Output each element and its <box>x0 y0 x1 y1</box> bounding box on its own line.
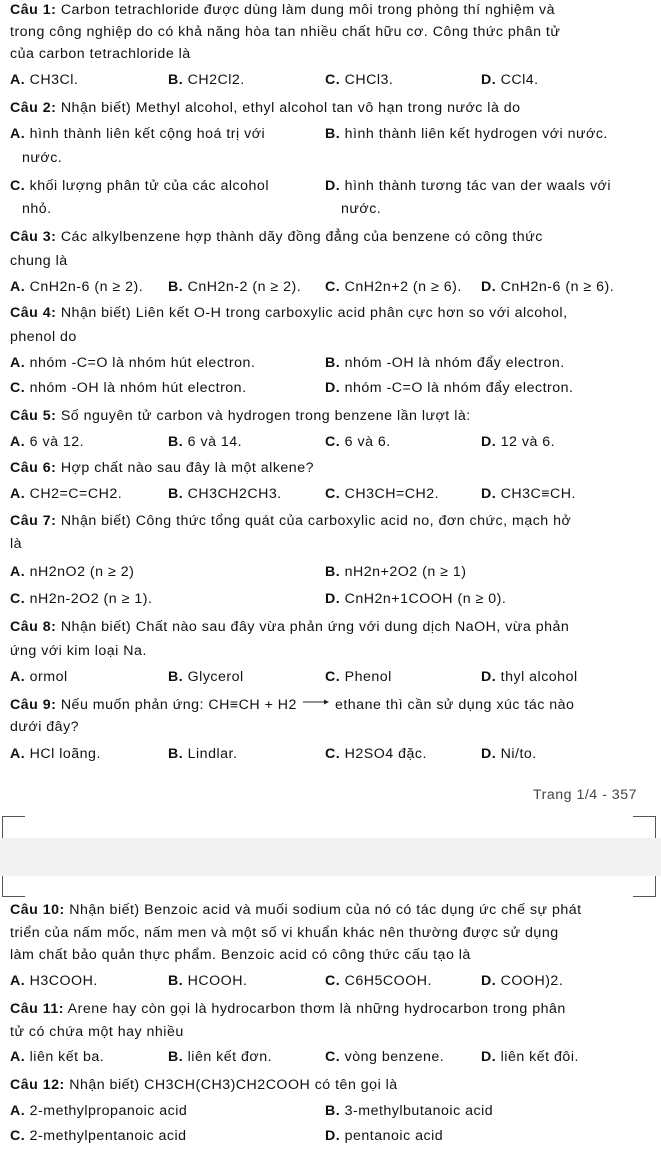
question-11-option-d[interactable]: D. liên kết đôi. <box>481 1049 579 1065</box>
question-6-option-c[interactable]: C. CH3CH=CH2. <box>325 486 440 502</box>
question-8-option-c[interactable]: C. Phenol <box>325 669 392 685</box>
question-10-line-1: Câu 10: Nhận biết) Benzoic acid và muối sodium của nó có tác dụng ức chế sự phát <box>10 902 582 918</box>
question-1-option-b[interactable]: B. CH2Cl2. <box>168 72 245 88</box>
question-7-option-c[interactable]: C. nH2n-2O2 (n ≥ 1). <box>10 591 153 607</box>
question-10-option-a[interactable]: A. H3COOH. <box>10 973 98 989</box>
question-4-option-d[interactable]: D. nhóm -C=O là nhóm đẩy electron. <box>325 380 574 396</box>
question-11-option-c[interactable]: C. vòng benzene. <box>325 1049 445 1065</box>
question-6-option-a[interactable]: A. CH2=C=CH2. <box>10 486 123 502</box>
question-5-option-b[interactable]: B. 6 và 14. <box>168 434 243 450</box>
question-2-option-d-cont: nước. <box>341 201 382 217</box>
question-12-option-d[interactable]: D. pentanoic acid <box>325 1128 444 1144</box>
crop-mark-icon <box>2 816 25 839</box>
question-2-option-d[interactable]: D. hình thành tương tác van der waals với <box>325 178 612 194</box>
question-12-option-c[interactable]: C. 2-methylpentanoic acid <box>10 1128 187 1144</box>
page-footer: Trang 1/4 - 357 <box>533 787 637 803</box>
question-11-line-1: Câu 11: Arene hay còn gọi là hydrocarbon thơm là những hydrocarbon trong phân <box>10 1001 566 1017</box>
question-5-option-c[interactable]: C. 6 và 6. <box>325 434 391 450</box>
question-7-line-2: là <box>10 536 23 552</box>
option-text: CCl4. <box>500 72 539 88</box>
question-4-option-c[interactable]: C. nhóm -OH là nhóm hút electron. <box>10 380 247 396</box>
question-8-option-b[interactable]: B. Glycerol <box>168 669 244 685</box>
question-1-line-2: trong công nghiệp do có khả năng hòa tan nhiều chất hữu cơ. Công thức phân tử <box>10 24 561 40</box>
question-4-option-a[interactable]: A. nhóm -C=O là nhóm hút electron. <box>10 355 256 371</box>
question-11-option-b[interactable]: B. liên kết đơn. <box>168 1049 273 1065</box>
question-10-line-3: làm chất bảo quản thực phẩm. Benzoic acid có công thức cấu tạo là <box>10 947 471 963</box>
exam-page-2 <box>0 876 661 1154</box>
question-5-stem: Câu 5: Số nguyên tử carbon và hydrogen trong benzene lần lượt là: <box>10 408 471 424</box>
question-9-option-c[interactable]: C. H2SO4 đặc. <box>325 746 427 762</box>
question-9-line-1: Câu 9: Nếu muốn phản ứng: CH≡CH + H2 ethane thì cần sử dụng xúc tác nào <box>10 697 575 713</box>
question-3-line-1: Câu 3: Các alkylbenzene hợp thành dãy đồng đẳng của benzene có công thức <box>10 229 543 245</box>
page-separator <box>0 838 661 876</box>
question-10-option-d[interactable]: D. COOH)2. <box>481 973 564 989</box>
question-1-option-d[interactable]: D. CCl4. <box>481 72 539 88</box>
question-3-option-b[interactable]: B. CnH2n-2 (n ≥ 2). <box>168 279 302 295</box>
question-2-option-b[interactable]: B. hình thành liên kết hydrogen với nước. <box>325 126 608 142</box>
question-11-option-a[interactable]: A. liên kết ba. <box>10 1049 105 1065</box>
question-2-stem: Câu 2: Nhận biết) Methyl alcohol, ethyl alcohol tan vô hạn trong nước là do <box>10 100 521 116</box>
question-7-option-b[interactable]: B. nH2n+2O2 (n ≥ 1) <box>325 564 467 580</box>
question-6-option-b[interactable]: B. CH3CH2CH3. <box>168 486 282 502</box>
question-8-option-a[interactable]: A. ormol <box>10 669 68 685</box>
question-3-option-c[interactable]: C. CnH2n+2 (n ≥ 6). <box>325 279 462 295</box>
crop-mark-icon <box>633 816 656 839</box>
question-12-option-a[interactable]: A. 2-methylpropanoic acid <box>10 1103 188 1119</box>
question-1-line-3: của carbon tetrachloride là <box>10 46 191 62</box>
question-7-option-d[interactable]: D. CnH2n+1COOH (n ≥ 0). <box>325 591 507 607</box>
question-12-stem: Câu 12: Nhận biết) CH3CH(CH3)CH2COOH có tên gọi là <box>10 1077 398 1093</box>
question-9-option-b[interactable]: B. Lindlar. <box>168 746 238 762</box>
question-3-line-2: chung là <box>10 253 68 269</box>
question-9-option-d[interactable]: D. Ni/to. <box>481 746 537 762</box>
question-8-option-d[interactable]: D. thyl alcohol <box>481 669 578 685</box>
crop-mark-icon <box>2 876 25 897</box>
question-5-option-a[interactable]: A. 6 và 12. <box>10 434 85 450</box>
question-3-option-a[interactable]: A. CnH2n-6 (n ≥ 2). <box>10 279 144 295</box>
question-10-line-2: triển của nấm mốc, nấm men và một số vi khuẩn khác nên thường được sử dụng <box>10 925 559 941</box>
question-3-option-d[interactable]: D. CnH2n-6 (n ≥ 6). <box>481 279 615 295</box>
option-text: CHCl3. <box>344 72 394 88</box>
question-12-option-b[interactable]: B. 3-methylbutanoic acid <box>325 1103 494 1119</box>
question-1-option-c[interactable]: C. CHCl3. <box>325 72 394 88</box>
question-1-option-a[interactable]: A. CH3Cl. <box>10 72 79 88</box>
question-4-line-1: Câu 4: Nhận biết) Liên kết O-H trong carboxylic acid phân cực hơn so với alcohol, <box>10 305 568 321</box>
crop-mark-icon <box>633 876 656 897</box>
question-7-line-1: Câu 7: Nhận biết) Công thức tổng quát của carboxylic acid no, đơn chức, mạch hở <box>10 513 572 529</box>
question-2-option-a-cont: nước. <box>22 150 63 166</box>
option-text: CH3Cl. <box>29 72 79 88</box>
question-9-option-a[interactable]: A. HCl loãng. <box>10 746 101 762</box>
question-2-option-c[interactable]: C. khối lượng phân tử của các alcohol <box>10 178 269 194</box>
question-6-option-d[interactable]: D. CH3C≡CH. <box>481 486 576 502</box>
question-6-stem: Câu 6: Hợp chất nào sau đây là một alkene? <box>10 460 314 476</box>
question-8-line-2: ứng với kim loại Na. <box>10 643 147 659</box>
question-4-option-b[interactable]: B. nhóm -OH là nhóm đẩy electron. <box>325 355 565 371</box>
question-9-line-2: dưới đây? <box>10 719 80 735</box>
question-2-option-c-cont: nhỏ. <box>22 201 52 217</box>
question-10-option-b[interactable]: B. HCOOH. <box>168 973 248 989</box>
question-10-option-c[interactable]: C. C6H5COOH. <box>325 973 432 989</box>
question-7-option-a[interactable]: A. nH2nO2 (n ≥ 2) <box>10 564 135 580</box>
question-4-line-2: phenol do <box>10 329 77 345</box>
question-5-option-d[interactable]: D. 12 và 6. <box>481 434 556 450</box>
question-2-option-a[interactable]: A. hình thành liên kết cộng hoá trị với <box>10 126 266 142</box>
question-8-line-1: Câu 8: Nhận biết) Chất nào sau đây vừa phản ứng với dung dịch NaOH, vừa phản <box>10 619 570 635</box>
reaction-arrow-icon <box>303 697 329 707</box>
question-11-line-2: tử có chứa một hay nhiều <box>10 1024 184 1040</box>
option-text: CH2Cl2. <box>187 72 245 88</box>
question-1-line-1: Câu 1: Carbon tetrachloride được dùng làm dung môi trong phòng thí nghiệm và <box>10 2 555 18</box>
